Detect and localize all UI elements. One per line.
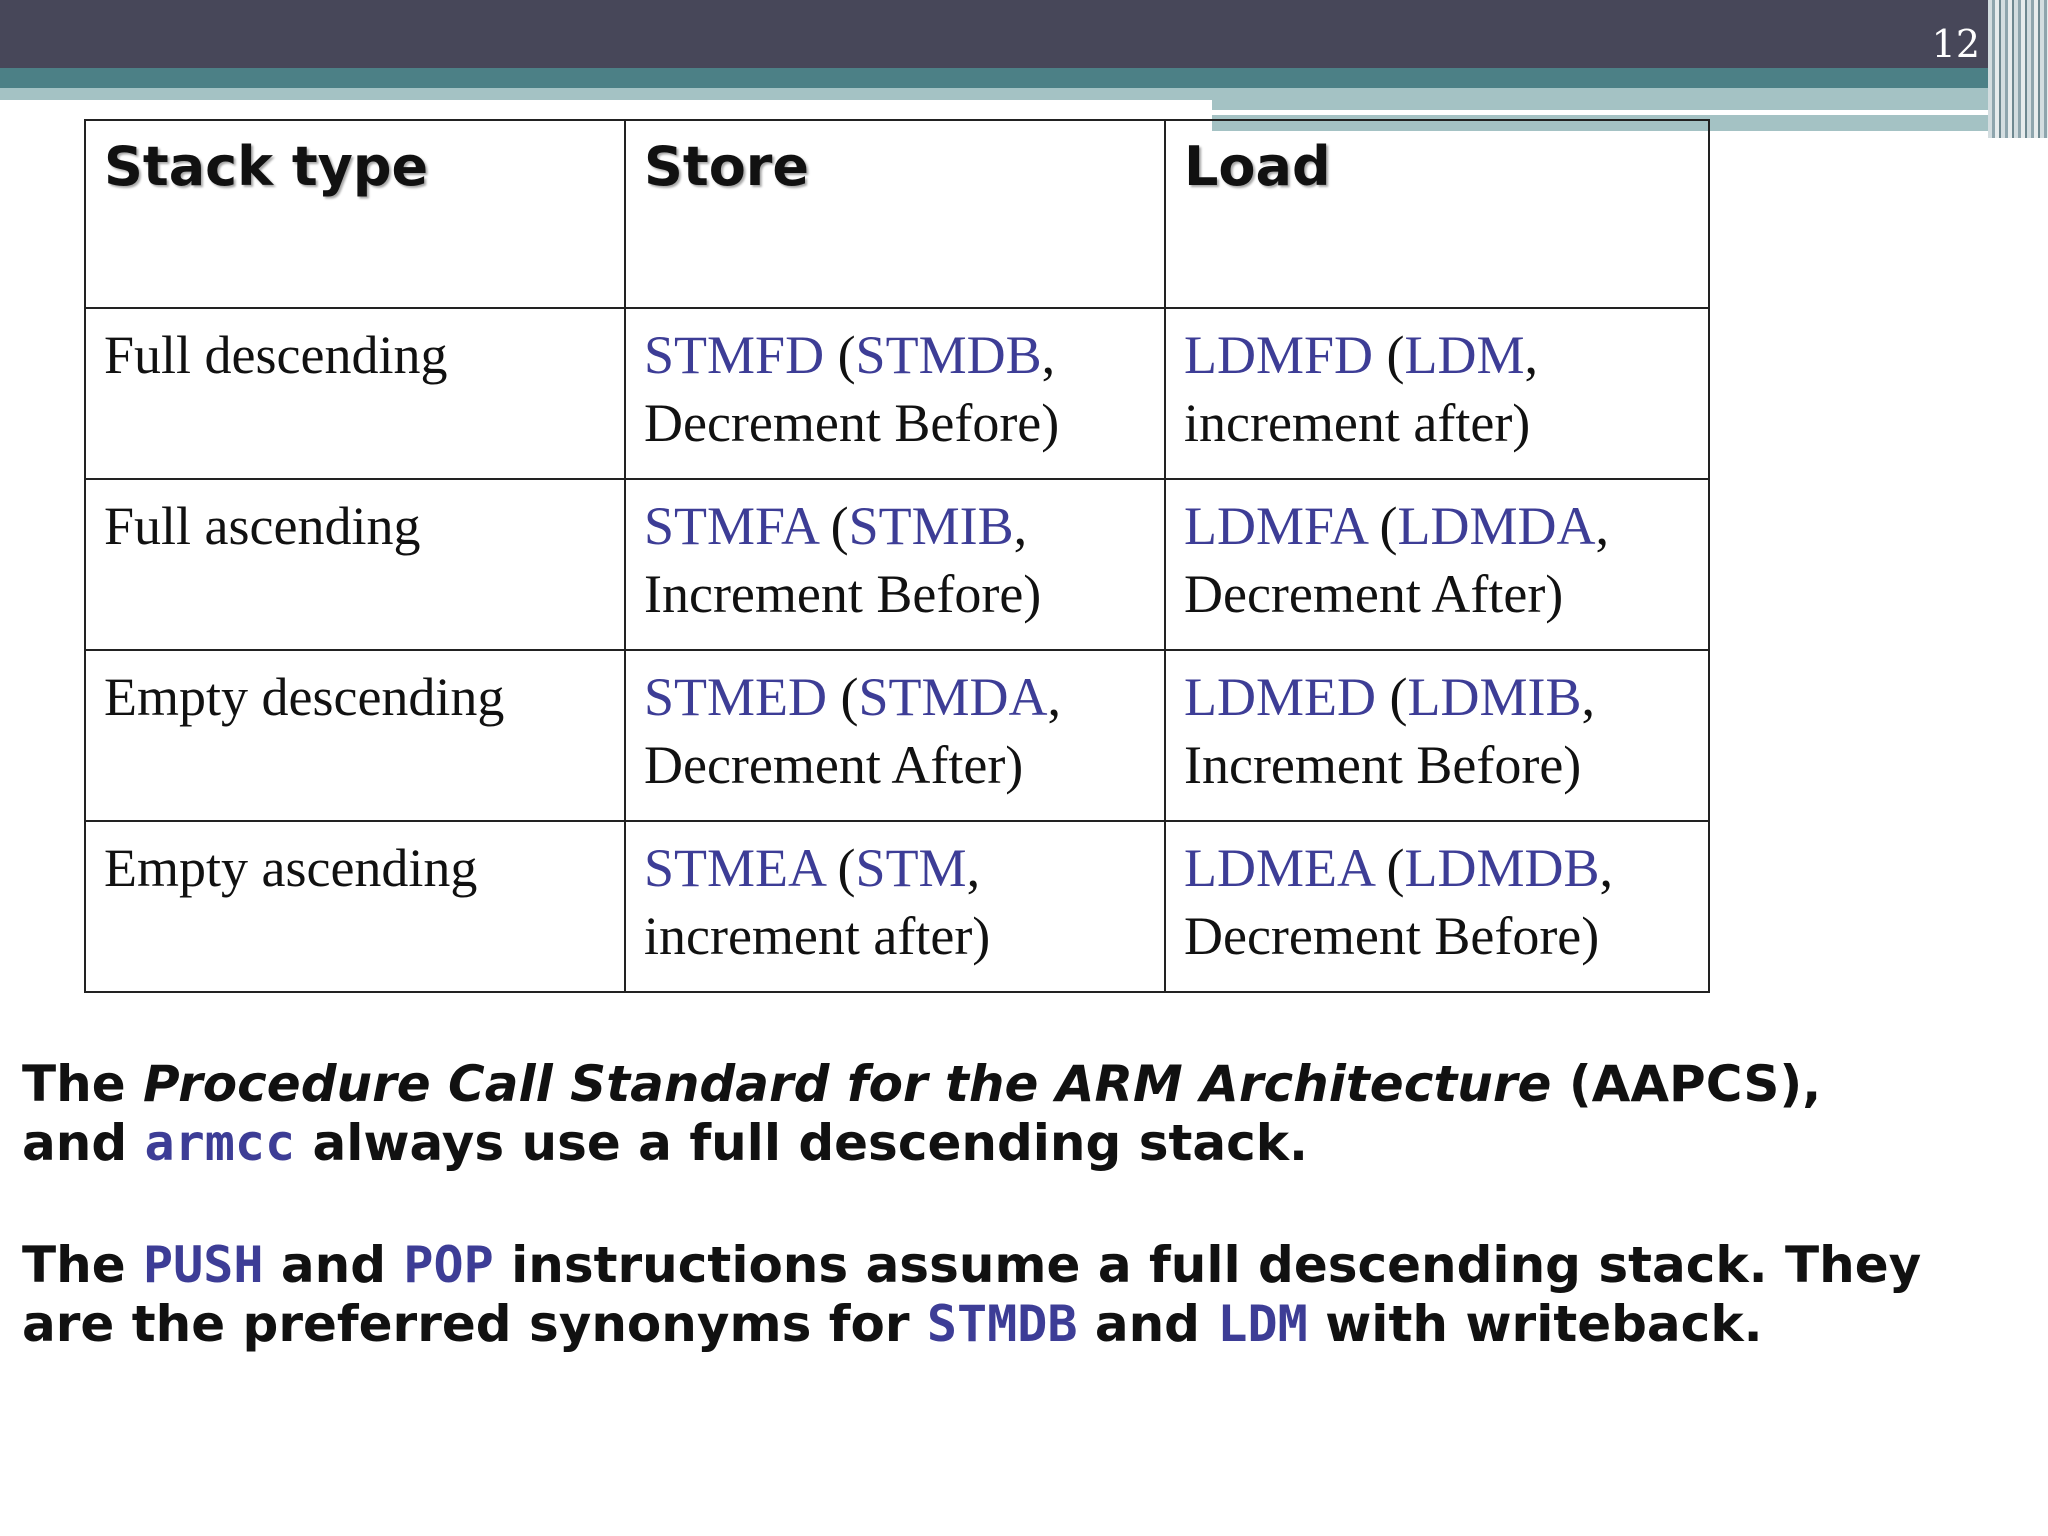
aapcs-paragraph — [22, 1055, 2022, 1173]
load-alias: LDMDA — [1397, 496, 1596, 556]
store-mnemonic: STMEA — [644, 838, 825, 898]
store-desc: Decrement After) — [644, 735, 1024, 795]
table-header-row — [85, 120, 1709, 308]
table-row — [85, 650, 1709, 821]
header-accent-bar — [0, 68, 2048, 88]
load-alias: LDMIB — [1407, 667, 1582, 727]
header-corner-stripes — [1988, 0, 2048, 138]
para2-text: and — [263, 1236, 404, 1294]
load-desc: increment after) — [1184, 393, 1531, 453]
ldm-code: LDM — [1217, 1295, 1308, 1353]
load-cell: LDMED (LDMIB, Increment Before) — [1165, 650, 1709, 821]
stack-type-cell: Empty ascending — [85, 821, 625, 992]
store-alias: STM — [855, 838, 967, 898]
store-desc: Decrement Before) — [644, 393, 1060, 453]
load-alias: LDM — [1404, 325, 1525, 385]
load-cell: LDMFA (LDMDA, Decrement After) — [1165, 479, 1709, 650]
store-desc: Increment Before) — [644, 564, 1042, 624]
para2-text: and — [1077, 1295, 1218, 1353]
header-stack-type: Stack type — [85, 120, 625, 308]
para1-text: and — [22, 1114, 145, 1172]
store-alias: STMDB — [855, 325, 1042, 385]
load-mnemonic: LDMED — [1184, 667, 1376, 727]
store-cell: STMFA (STMIB, Increment Before) — [625, 479, 1165, 650]
store-mnemonic: STMED — [644, 667, 828, 727]
para2-text: are the preferred synonyms for — [22, 1295, 927, 1353]
aapcs-title: Procedure Call Standard for the ARM Architecture — [143, 1055, 1552, 1113]
load-cell: LDMFD (LDM, increment after) — [1165, 308, 1709, 479]
para2-text: instructions assume a full descending stack. They — [493, 1236, 1922, 1294]
pop-code: POP — [403, 1236, 494, 1294]
load-desc: Decrement Before) — [1184, 906, 1600, 966]
armcc-code: armcc — [144, 1114, 296, 1172]
store-cell: STMEA (STM, increment after) — [625, 821, 1165, 992]
store-desc: increment after) — [644, 906, 991, 966]
stack-types-table — [84, 119, 1710, 993]
para1-text: always use a full descending stack. — [295, 1114, 1308, 1172]
table-row — [85, 479, 1709, 650]
slide-number: 12 — [1931, 22, 1980, 66]
load-alias: LDMDB — [1404, 838, 1600, 898]
header-divider-line — [1212, 110, 1896, 115]
store-mnemonic: STMFA — [644, 496, 818, 556]
load-desc: Increment Before) — [1184, 735, 1582, 795]
push-pop-paragraph — [22, 1236, 2022, 1354]
header-bar — [0, 0, 2048, 68]
load-mnemonic: LDMFD — [1184, 325, 1374, 385]
table-row — [85, 821, 1709, 992]
store-cell: STMFD (STMDB, Decrement Before) — [625, 308, 1165, 479]
header-accent-stripe — [0, 88, 1212, 100]
header-store: Store — [625, 120, 1165, 308]
store-alias: STMIB — [848, 496, 1014, 556]
stack-type-cell: Full ascending — [85, 479, 625, 650]
load-mnemonic: LDMFA — [1184, 496, 1367, 556]
store-mnemonic: STMFD — [644, 325, 825, 385]
para1-text: The — [22, 1055, 144, 1113]
para2-text: The — [22, 1236, 144, 1294]
load-desc: Decrement After) — [1184, 564, 1564, 624]
para1-text: (AAPCS), — [1551, 1055, 1822, 1113]
stack-type-cell: Empty descending — [85, 650, 625, 821]
push-code: PUSH — [143, 1236, 264, 1294]
table-row — [85, 308, 1709, 479]
header-load: Load — [1165, 120, 1709, 308]
header-accent-stripe-right — [1212, 88, 2048, 110]
stack-type-cell: Full descending — [85, 308, 625, 479]
para2-text: with writeback. — [1307, 1295, 1763, 1353]
stmdb-code: STMDB — [926, 1295, 1078, 1353]
store-cell: STMED (STMDA, Decrement After) — [625, 650, 1165, 821]
store-alias: STMDA — [858, 667, 1048, 727]
load-mnemonic: LDMEA — [1184, 838, 1373, 898]
load-cell: LDMEA (LDMDB, Decrement Before) — [1165, 821, 1709, 992]
